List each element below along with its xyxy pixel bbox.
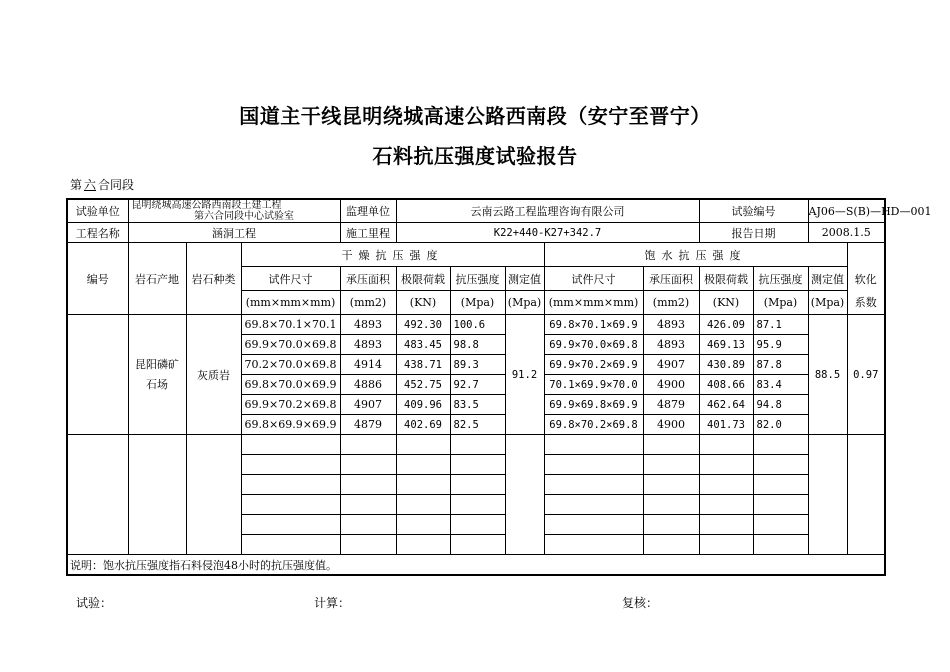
date-value: 2008.1.5 [808,223,885,243]
empty-cell [340,455,396,475]
empty-cell [241,455,340,475]
sat-size: 69.8×70.2×69.8 [544,415,643,435]
test-no-value: AJ06—S(B)—HD—001 [808,199,885,223]
empty-row [67,435,885,455]
note-text: 说明：饱水抗压强度指石料侵泡48小时的抗压强度值。 [67,555,885,576]
sat-area: 4900 [643,375,699,395]
sat-area: 4879 [643,395,699,415]
origin-line1: 昆阳磷矿 [135,357,179,371]
test-unit-value [128,199,340,223]
mileage-label: 施工里程 [340,223,396,243]
mileage-value: K22+440-K27+342.7 [396,223,699,243]
sat-area: 4900 [643,415,699,435]
sat-area: 4893 [643,315,699,335]
empty-cell [753,455,808,475]
dry-area: 4893 [340,315,396,335]
sat-load: 408.66 [699,375,753,395]
sat-measured-unit: (Mpa) [808,291,847,315]
empty-cell [450,475,505,495]
sat-area: 4907 [643,355,699,375]
section-number: 六 [84,178,97,192]
empty-cell [544,475,643,495]
sat-measured-value: 88.5 [808,315,847,435]
empty-rock-type [186,435,241,555]
sat-strength: 87.1 [753,315,808,335]
report-table [66,198,932,576]
empty-cell [450,515,505,535]
sat-size-unit: (mm×mm×mm) [544,291,643,315]
calculator-label: 计算： [314,596,351,610]
contract-section [70,176,134,193]
sat-measured-header: 测定值 [808,267,847,291]
dry-area-unit: (mm2) [340,291,396,315]
dry-load: 492.30 [396,315,450,335]
sat-size-header: 试件尺寸 [544,267,643,291]
dry-group-header: 干燥抗压强度 [241,243,544,267]
test-unit-label: 试验单位 [67,199,128,223]
test-unit-line1: 昆明绕城高速公路西南段土建工程 [131,200,282,211]
dry-strength: 98.8 [450,335,505,355]
softening-header-top [847,243,885,267]
sat-strength-unit: (Mpa) [753,291,808,315]
supervision-label: 监理单位 [340,199,396,223]
empty-cell [340,475,396,495]
sat-size: 69.9×70.2×69.9 [544,355,643,375]
report-title-line1: 国道主干线昆明绕城高速公路西南段（安宁至晋宁） [239,104,711,128]
sat-size: 69.9×69.8×69.9 [544,395,643,415]
dry-strength: 89.3 [450,355,505,375]
empty-cell [450,535,505,555]
empty-cell [643,535,699,555]
dry-measured-unit: (Mpa) [505,291,544,315]
empty-cell [241,515,340,535]
test-no-label: 试验编号 [699,199,808,223]
project-value: 涵洞工程 [128,223,340,243]
sat-strength-header: 抗压强度 [753,267,808,291]
info-row-1 [67,199,885,223]
dry-load: 409.96 [396,395,450,415]
sat-load: 462.64 [699,395,753,415]
dry-size: 69.8×70.1×70.1 [241,315,340,335]
dry-area: 4914 [340,355,396,375]
empty-cell [699,515,753,535]
sat-area-header: 承压面积 [643,267,699,291]
report-title-line2: 石料抗压强度试验报告 [372,144,578,168]
empty-dry-measured [505,435,544,555]
empty-cell [340,495,396,515]
project-label: 工程名称 [67,223,128,243]
dry-load-header: 极限荷载 [396,267,450,291]
sat-load: 469.13 [699,335,753,355]
sat-area-unit: (mm2) [643,291,699,315]
dry-load: 438.71 [396,355,450,375]
empty-cell [544,495,643,515]
sat-strength: 87.8 [753,355,808,375]
sat-load: 430.89 [699,355,753,375]
dry-load: 402.69 [396,415,450,435]
empty-cell [396,475,450,495]
empty-cell [396,515,450,535]
dry-size: 69.9×70.0×69.8 [241,335,340,355]
empty-cell [340,515,396,535]
sat-size: 69.9×70.0×69.8 [544,335,643,355]
date-label: 报告日期 [699,223,808,243]
empty-cell [643,475,699,495]
empty-cell [753,435,808,455]
empty-cell [396,435,450,455]
sat-strength: 94.8 [753,395,808,415]
empty-origin [128,435,186,555]
empty-cell [699,535,753,555]
empty-cell [396,495,450,515]
empty-cell [753,475,808,495]
empty-cell [643,495,699,515]
sat-load: 426.09 [699,315,753,335]
dry-strength: 100.6 [450,315,505,335]
empty-cell [753,535,808,555]
info-row-2 [67,223,885,243]
sat-strength: 82.0 [753,415,808,435]
sat-size: 69.8×70.1×69.9 [544,315,643,335]
empty-cell [396,455,450,475]
empty-softening [847,435,885,555]
dry-size-header: 试件尺寸 [241,267,340,291]
origin-line2: 石场 [146,377,168,391]
test-unit-line2: 第六合同段中心试验室 [194,211,294,222]
empty-cell [450,495,505,515]
table-row [67,315,885,335]
dry-area: 4886 [340,375,396,395]
empty-cell [450,435,505,455]
sat-load-unit: (KN) [699,291,753,315]
note-row [67,555,885,576]
dry-load-unit: (KN) [396,291,450,315]
empty-cell [699,455,753,475]
empty-cell [396,535,450,555]
dry-strength: 92.7 [450,375,505,395]
col-rock-type: 岩石种类 [186,243,241,315]
reviewer-label: 复核： [622,596,659,610]
empty-cell [699,475,753,495]
dry-strength: 82.5 [450,415,505,435]
dry-strength-unit: (Mpa) [450,291,505,315]
softening-value: 0.97 [847,315,885,435]
dry-strength-header: 抗压强度 [450,267,505,291]
empty-cell [544,455,643,475]
dry-size: 70.2×70.0×69.8 [241,355,340,375]
sat-strength: 83.4 [753,375,808,395]
softening-unit: 系数 [847,291,885,315]
dry-strength: 83.5 [450,395,505,415]
empty-sat-measured [808,435,847,555]
sample-no [67,315,128,435]
empty-cell [643,455,699,475]
sat-load: 401.73 [699,415,753,435]
sat-strength: 95.9 [753,335,808,355]
empty-cell [450,455,505,475]
dry-measured-value: 91.2 [505,315,544,435]
section-suffix: 合同段 [98,178,135,192]
empty-cell [544,535,643,555]
dry-measured-header: 测定值 [505,267,544,291]
softening-header: 软化 [847,267,885,291]
dry-load: 452.75 [396,375,450,395]
empty-cell [699,435,753,455]
dry-size: 69.9×70.2×69.8 [241,395,340,415]
header-row-1 [67,243,885,267]
dry-area: 4893 [340,335,396,355]
col-origin: 岩石产地 [128,243,186,315]
supervision-value: 云南云路工程监理咨询有限公司 [396,199,699,223]
empty-cell [643,435,699,455]
empty-cell [643,515,699,535]
sat-area: 4893 [643,335,699,355]
empty-cell [241,475,340,495]
empty-cell [544,515,643,535]
dry-size: 69.8×69.9×69.9 [241,415,340,435]
tester-label: 试验： [76,596,113,610]
empty-cell [753,515,808,535]
dry-size-unit: (mm×mm×mm) [241,291,340,315]
saturated-group-header: 饱水抗压强度 [544,243,847,267]
empty-cell [340,535,396,555]
empty-cell [241,495,340,515]
dry-area: 4879 [340,415,396,435]
empty-cell [241,535,340,555]
empty-cell [544,435,643,455]
empty-cell [699,495,753,515]
section-prefix: 第 [70,178,83,192]
empty-no [67,435,128,555]
dry-area: 4907 [340,395,396,415]
col-no: 编号 [67,243,128,315]
dry-load: 483.45 [396,335,450,355]
dry-area-header: 承压面积 [340,267,396,291]
sample-origin [128,315,186,435]
empty-cell [241,435,340,455]
sat-load-header: 极限荷载 [699,267,753,291]
sat-size: 70.1×69.9×70.0 [544,375,643,395]
empty-cell [340,435,396,455]
sample-rock-type: 灰质岩 [186,315,241,435]
dry-size: 69.8×70.0×69.9 [241,375,340,395]
empty-cell [753,495,808,515]
